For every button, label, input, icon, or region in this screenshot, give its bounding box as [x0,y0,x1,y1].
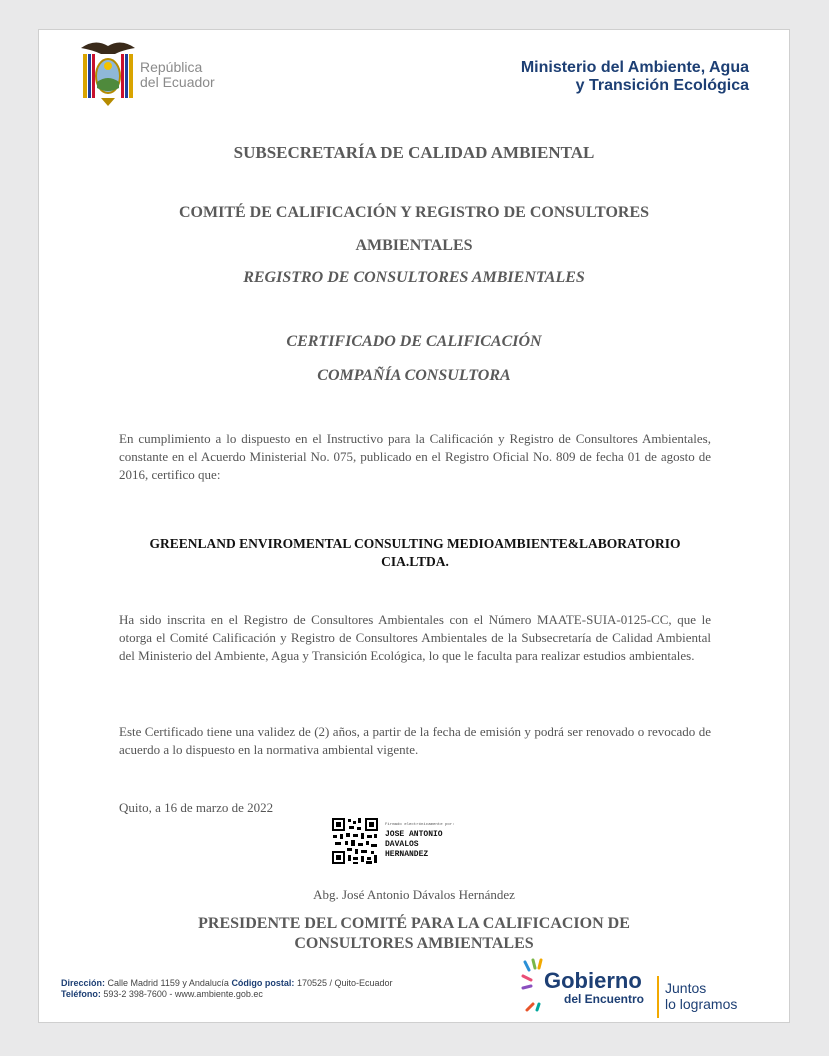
electronic-signature-name: JOSE ANTONIO DAVALOS HERNANDEZ [385,830,443,859]
gobierno-logo-text: Gobierno del Encuentro [544,968,645,1006]
issue-date: Quito, a 16 de marzo de 2022 [119,800,274,815]
comite-title-line2: AMBIENTALES [355,237,473,254]
certificate-page [38,29,790,1023]
company-name: GREENLAND ENVIROMENTAL CONSULTING MEDIOAMBIENTE&LABORATORIO CIA.LTDA. [149,536,681,569]
ministerio-logo-text: Ministerio del Ambiente, Agua y Transición Ecológica [520,59,749,94]
logo-divider [657,976,659,1018]
qr-code-icon [331,817,379,865]
direccion-value: Calle Madrid 1159 y Andalucía [105,978,232,988]
telefono-value: 593-2 398-7600 - www.ambiente.gob.ec [100,989,263,999]
paragraph-intro: En cumplimiento a lo dispuesto en el Instructivo para la Calificación y Registro de Consultores Ambientales, constante en el Acuerdo Ministerial No. 075, publicado en el Registro Oficial No. 809 de fecha 01 de agosto de 2016, certifico que: [119,431,711,482]
subsecretaria-title: SUBSECRETARÍA DE CALIDAD AMBIENTAL [233,143,595,162]
republica-logo-text: República del Ecuador [140,59,215,90]
footer-contact [61,978,393,1000]
certificado-title: CERTIFICADO DE CALIFICACIÓN [286,333,542,350]
registro-title: REGISTRO DE CONSULTORES AMBIENTALES [243,269,585,286]
telefono-label: Teléfono: [61,989,101,999]
signer-name: Abg. José Antonio Dávalos Hernández [313,887,515,902]
postal-value: 170525 / Quito-Ecuador [294,978,393,988]
juntos-slogan: Juntos lo logramos [665,980,738,1012]
paragraph-registration: Ha sido inscrita en el Registro de Consultores Ambientales con el Número MAATE-SUIA-0125-CC, que le otorga el Comité Calificación y Registro de Consultores Ambientales de la Subsecretaría de Calidad Ambiental del Ministerio del Ambiente, Agua y Transición Ecológica, lo que le faculta para realizar estudios ambientales. [119,612,711,663]
compania-title: COMPAÑÍA CONSULTORA [317,367,511,384]
comite-title-line1: COMITÉ DE CALIFICACIÓN Y REGISTRO DE CONSULTORES [178,204,650,221]
paragraph-validity: Este Certificado tiene una validez de (2) años, a partir de la fecha de emisión y podrá ser renovado o revocado de acuerdo a lo dispuesto en la normativa ambiental vigente. [119,724,711,757]
ecuador-coat-of-arms-icon [77,38,139,110]
signer-role: PRESIDENTE DEL COMITÉ PARA LA CALIFICACION DE CONSULTORES AMBIENTALES [198,915,630,952]
direccion-label: Dirección: [61,978,106,988]
signature-caption: Firmado electrónicamente por: [385,823,455,827]
postal-label: Código postal: [231,978,295,988]
